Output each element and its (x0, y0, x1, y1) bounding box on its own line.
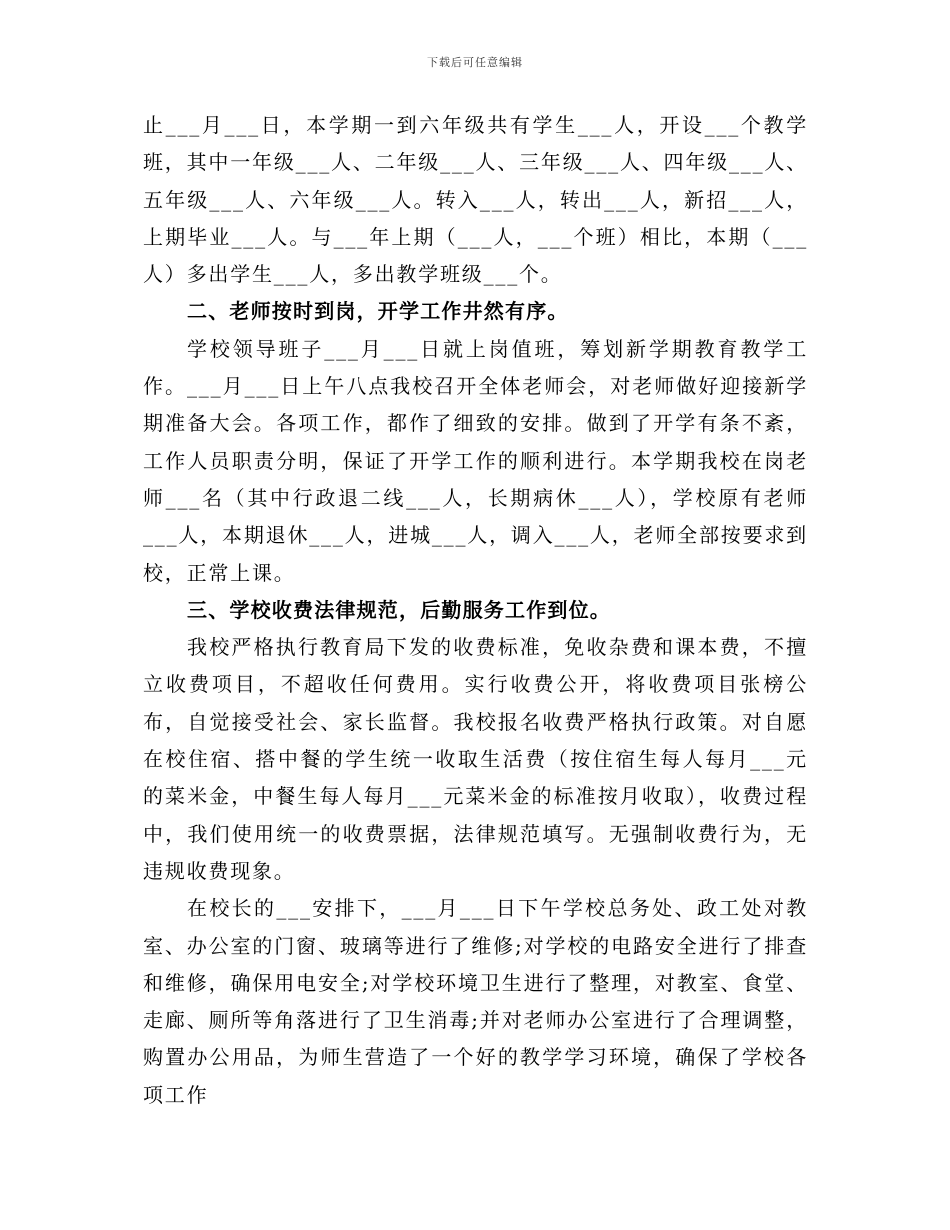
paragraph-enrollment: 止___月___日，本学期一到六年级共有学生___人，开设___个教学班，其中一年级___人、二年级___人、三年级___人、四年级___人、五年级___人、六年级___人。转入___人，转出___人，新招___人，上期毕业___人。与___年上期（___人，___个班）相比，本期（___人）多出学生___人，多出教学班级___个。 (143, 113, 808, 287)
paragraph-teachers: 学校领导班子___月___日就上岗值班，筹划新学期教育教学工作。___月___日上午八点我校召开全体老师会，对老师做好迎接新学期准备大会。各项工作，都作了细致的安排。做到了开学有条不紊，工作人员职责分明，保证了开学工作的顺利进行。本学期我校在岗老师___名（其中行政退二线___人，长期病休___人），学校原有老师___人，本期退休___人，进城___人，调入___人，老师全部按要求到校，正常上课。 (143, 336, 808, 585)
section-heading-3: 三、学校收费法律规范，后勤服务工作到位。 (187, 597, 611, 622)
paragraph-logistics: 在校长的___安排下，___月___日下午学校总务处、政工处对教室、办公室的门窗、玻璃等进行了维修;对学校的电路安全进行了排查和维修，确保用电安全;对学校环境卫生进行了整理，对教室、食堂、走廊、厕所等角落进行了卫生消毒;并对老师办公室进行了合理调整，购置办公用品，为师生营造了一个好的教学学习环境，确保了学校各项工作 (143, 896, 808, 1107)
section-heading-2: 二、老师按时到岗，开学工作井然有序。 (187, 299, 569, 324)
page-header: 下载后可任意编辑 (427, 56, 523, 69)
document-body (143, 107, 808, 1114)
paragraph-fees: 我校严格执行教育局下发的收费标准，免收杂费和课本费，不擅立收费项目，不超收任何费用。实行收费公开，将收费项目张榜公布，自觉接受社会、家长监督。我校报名收费严格执行政策。对自愿在校住宿、搭中餐的学生统一收取生活费（按住宿生每人每月___元的菜米金，中餐生每人每月___元菜米金的标准按月收取），收费过程中，我们使用统一的收费票据，法律规范填写。无强制收费行为，无违规收费现象。 (143, 635, 808, 883)
